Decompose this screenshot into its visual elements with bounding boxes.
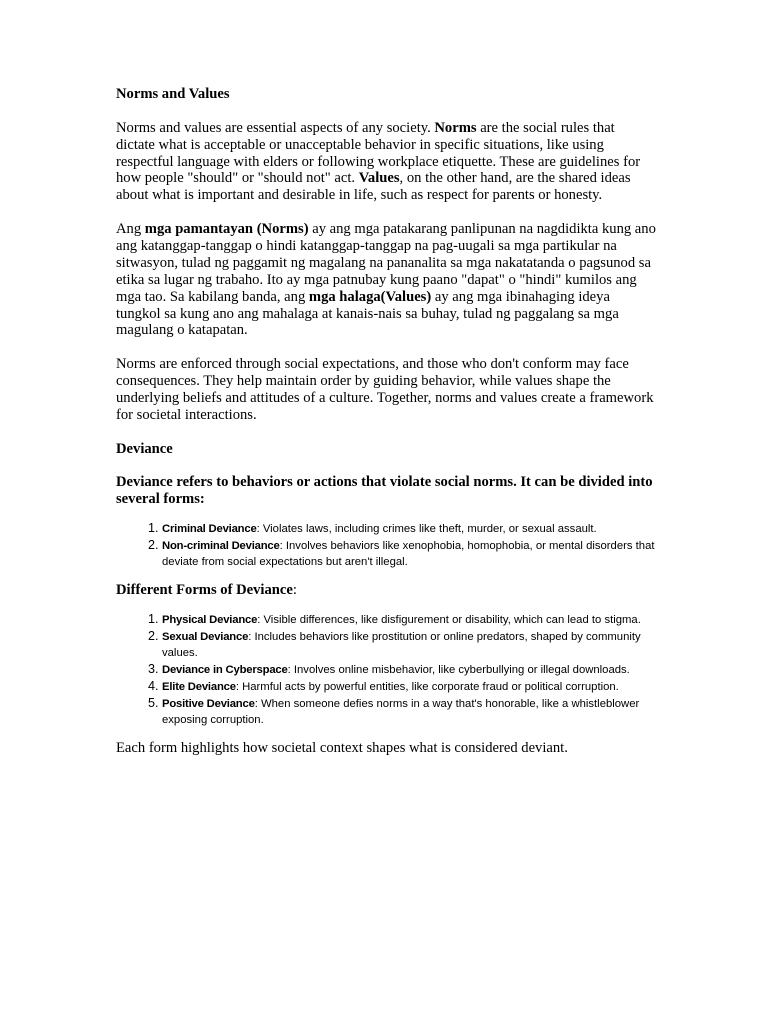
list-item-term: Criminal Deviance: [162, 523, 257, 536]
list-item-desc: : When someone defies norms in a way that's honorable, like a whistleblower exposing corruption.: [162, 698, 640, 727]
bold-term-pamantayan: mga pamantayan (Norms): [144, 221, 309, 238]
bold-term-norms: Norms: [434, 119, 477, 136]
bold-term-halaga: mga halaga(Values): [308, 288, 432, 305]
deviance-lead: Deviance refers to behaviors or actions that violate social norms. It can be divided into several forms:: [116, 474, 653, 508]
bold-term-values: Values: [358, 170, 400, 187]
paragraph-norms-values-english: Norms and values are essential aspects of any society. Norms are the social rules that dictate what is acceptable or unacceptable behavior in specific situations, like using respectful language with elders or following workplace etiquette. These are guidelines for how people "should" or "should not" act. Values, on the other hand, are the shared ideas about what is important and desirable in life, such as respect for parents or honesty.: [116, 119, 641, 204]
closing-paragraph: Each form highlights how societal context shapes what is considered deviant.: [116, 740, 568, 757]
list-item-desc: : Visible differences, like disfigurement or disability, which can lead to stigma.: [257, 614, 641, 627]
list-item-term: Deviance in Cyberspace: [162, 664, 288, 677]
page-title: Norms and Values: [116, 86, 230, 102]
list-item-term: Non-criminal Deviance: [162, 540, 280, 553]
list-item-desc: : Involves behaviors like xenophobia, homophobia, or mental disorders that deviate from social expectations but aren't illegal.: [162, 540, 655, 569]
section-heading-deviance: Deviance: [116, 440, 173, 457]
list-item-desc: : Involves online misbehavior, like cyberbullying or illegal downloads.: [287, 664, 630, 677]
list-item-term: Sexual Deviance: [162, 631, 249, 644]
paragraph-enforcement: Norms are enforced through social expectations, and those who don't conform may face consequences. They help maintain order by guiding behavior, while values shape the underlying beliefs and attitudes of a culture. Together, norms and values create a framework for societal interactions.: [116, 356, 654, 423]
document-body: [116, 86, 656, 757]
list-item: [162, 678, 656, 695]
list-item-term: Elite Deviance: [162, 681, 236, 694]
list-item-desc: : Includes behaviors like prostitution or online predators, shaped by community values.: [162, 631, 641, 660]
list-item: [162, 520, 656, 537]
list-item: [162, 611, 656, 628]
list-item: [162, 628, 656, 661]
deviance-types-list: [116, 520, 656, 570]
list-item-desc: : Harmful acts by powerful entities, like corporate fraud or political corruption.: [235, 681, 619, 694]
deviance-forms-list: [116, 611, 656, 728]
list-item: [162, 695, 656, 728]
paragraph-norms-values-filipino: Ang mga pamantayan (Norms) ay ang mga patakarang panlipunan na nagdidikta kung ano ang katanggap-tanggap o hindi katanggap-tanggap na pag-uugali sa mga partikular na sitwasyon, tulad ng paggamit ng magalang na pananalita sa mga nakatatanda o pagsunod sa etika sa lugar ng trabaho. Ito ay mga patnubay kung paano "dapat" o "hindi" kumilos ang mga tao. Sa kabilang banda, ang mga halaga(Values) ay ang mga ibinahaging ideya tungkol sa kung ano ang mahalaga at kanais-nais sa buhay, tulad ng paggalang sa mga magulang o katapatan.: [116, 221, 656, 339]
list-item-desc: : Violates laws, including crimes like theft, murder, or sexual assault.: [256, 523, 597, 536]
list-item: [162, 661, 656, 678]
list-item-term: Positive Deviance: [162, 698, 255, 711]
list-item-term: Physical Deviance: [162, 614, 258, 627]
section-heading-forms: Different Forms of Deviance:: [116, 582, 297, 599]
list-item: [162, 537, 656, 570]
